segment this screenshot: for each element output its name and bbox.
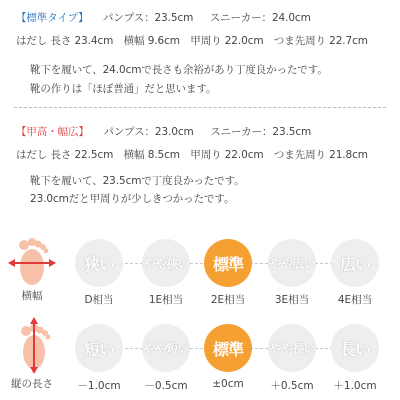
standard-sneaker: スニーカー：24.0cm xyxy=(209,12,311,24)
width-sub-slightly-narrow: 1E相当 xyxy=(148,294,184,306)
wide-pumps: パンプス：23.0cm xyxy=(103,126,194,138)
length-foot-label: 縦の長さ xyxy=(11,378,53,390)
width-sub-slightly-wide: 3E相当 xyxy=(274,294,310,306)
length-sub-slightly-long: ＋0.5cm xyxy=(270,380,314,392)
length-sub-short: －1.0cm xyxy=(77,380,121,392)
standard-measurements: はだし 長さ 23.4cm 横幅 9.6cm 甲周り 22.0cm つま先周り 22.7cm xyxy=(16,35,368,47)
wide-comment-1: 靴下を履いて、23.5cmで丁度良かったです。 xyxy=(30,175,245,187)
width-level-narrow: 狭い xyxy=(75,239,123,287)
width-sub-narrow: D相当 xyxy=(84,294,114,306)
foot-length-icon xyxy=(6,314,58,374)
length-level-short: 短い xyxy=(75,324,123,372)
width-level-slightly-narrow: やや狭い xyxy=(142,239,190,287)
standard-pumps: パンプス：23.5cm xyxy=(102,12,194,24)
length-sub-slightly-short: －0.5cm xyxy=(144,380,188,392)
foot-width-icon xyxy=(6,229,58,289)
width-sub-wide: 4E相当 xyxy=(337,294,373,306)
width-level-standard: 標準 xyxy=(204,239,252,287)
width-sub-standard: 2E相当 xyxy=(210,294,246,306)
length-sub-long: ＋1.0cm xyxy=(333,380,377,392)
wide-measurements: はだし 長さ 22.5cm 横幅 8.5cm 甲周り 22.0cm つま先周り 21.8cm xyxy=(16,149,368,161)
length-level-long: 長い xyxy=(331,324,379,372)
section-divider xyxy=(14,107,386,108)
width-scale xyxy=(0,225,400,315)
standard-comment-2: 靴の作りは「ほぼ普通」だと思います。 xyxy=(30,83,217,95)
length-level-slightly-short: やや短い xyxy=(142,324,190,372)
wide-row1 xyxy=(16,125,311,139)
length-sub-standard: ±0cm xyxy=(212,378,244,390)
standard-type-label: 【標準タイプ】 xyxy=(16,12,89,24)
width-level-wide: 広い xyxy=(331,239,379,287)
width-foot-label: 横幅 xyxy=(21,290,43,302)
length-level-standard: 標準 xyxy=(204,324,252,372)
standard-row1 xyxy=(16,11,311,25)
wide-comment-2: 23.0cmだと甲周りが少しきつかったです。 xyxy=(30,193,235,205)
length-scale xyxy=(0,310,400,400)
wide-sneaker: スニーカー：23.5cm xyxy=(210,126,312,138)
wide-type-label: 【甲高・幅広】 xyxy=(16,126,89,138)
length-level-slightly-long: やや長い xyxy=(268,324,316,372)
standard-comment-1: 靴下を履いて、24.0cmで長さも余裕があり丁度良かったです。 xyxy=(30,64,328,76)
width-level-slightly-wide: やや広い xyxy=(268,239,316,287)
